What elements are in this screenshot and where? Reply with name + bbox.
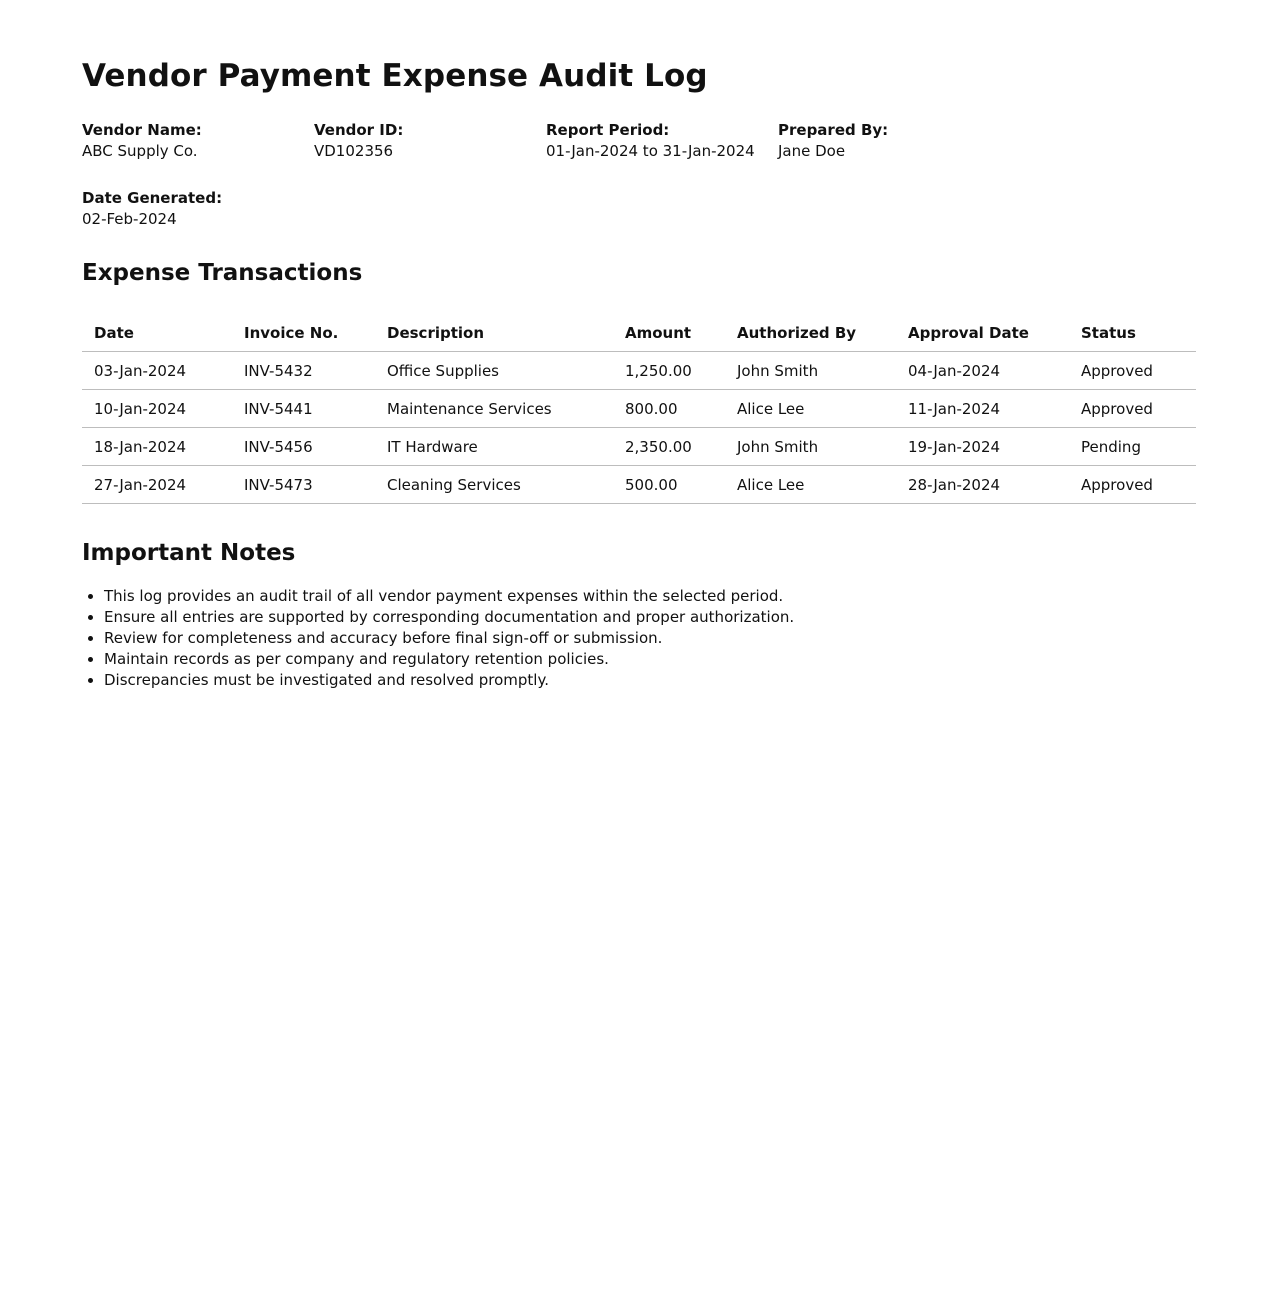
column-header-amount: Amount bbox=[613, 314, 725, 352]
meta-vendor-id bbox=[314, 120, 546, 162]
cell-amount: 500.00 bbox=[613, 466, 725, 504]
meta-report-period bbox=[546, 120, 778, 162]
list-item: • Review for completeness and accuracy before final sign-off or submission. bbox=[104, 628, 1196, 649]
cell-date: 03-Jan-2024 bbox=[82, 352, 232, 390]
list-item: • Ensure all entries are supported by corresponding documentation and proper authorization. bbox=[104, 607, 1196, 628]
meta-label: Vendor ID: bbox=[314, 121, 404, 139]
cell-approval-date: 19-Jan-2024 bbox=[896, 428, 1069, 466]
cell-description: Cleaning Services bbox=[375, 466, 613, 504]
meta-label: Prepared By: bbox=[778, 121, 889, 139]
list-item: • Discrepancies must be investigated and resolved promptly. bbox=[104, 670, 1196, 691]
cell-approval-date: 04-Jan-2024 bbox=[896, 352, 1069, 390]
table-row bbox=[82, 428, 1196, 466]
table-row bbox=[82, 352, 1196, 390]
cell-date: 27-Jan-2024 bbox=[82, 466, 232, 504]
cell-authorized-by: Alice Lee bbox=[725, 466, 896, 504]
cell-authorized-by: John Smith bbox=[725, 352, 896, 390]
transactions-table bbox=[82, 314, 1196, 504]
column-header-invoice: Invoice No. bbox=[232, 314, 375, 352]
list-item: • This log provides an audit trail of all vendor payment expenses within the selected period. bbox=[104, 586, 1196, 607]
meta-date-generated bbox=[82, 188, 314, 230]
cell-invoice: INV-5432 bbox=[232, 352, 375, 390]
list-item: • Maintain records as per company and regulatory retention policies. bbox=[104, 649, 1196, 670]
cell-date: 10-Jan-2024 bbox=[82, 390, 232, 428]
meta-label: Date Generated: bbox=[82, 189, 223, 207]
cell-status: Approved bbox=[1069, 466, 1196, 504]
meta-value: Jane Doe bbox=[778, 142, 846, 160]
table-header-row bbox=[82, 314, 1196, 352]
meta-prepared-by bbox=[778, 120, 1010, 162]
meta-value: ABC Supply Co. bbox=[82, 142, 198, 160]
cell-approval-date: 28-Jan-2024 bbox=[896, 466, 1069, 504]
cell-authorized-by: John Smith bbox=[725, 428, 896, 466]
cell-amount: 800.00 bbox=[613, 390, 725, 428]
cell-amount: 1,250.00 bbox=[613, 352, 725, 390]
meta-value: VD102356 bbox=[314, 142, 394, 160]
meta-vendor-name bbox=[82, 120, 314, 162]
cell-amount: 2,350.00 bbox=[613, 428, 725, 466]
cell-status: Approved bbox=[1069, 390, 1196, 428]
cell-description: Office Supplies bbox=[375, 352, 613, 390]
meta-label: Vendor Name: bbox=[82, 121, 202, 139]
cell-invoice: INV-5441 bbox=[232, 390, 375, 428]
meta-value: 01-Jan-2024 to 31-Jan-2024 bbox=[546, 142, 755, 160]
meta-value: 02-Feb-2024 bbox=[82, 210, 177, 228]
report-meta bbox=[82, 120, 1196, 230]
column-header-description: Description bbox=[375, 314, 613, 352]
meta-label: Report Period: bbox=[546, 121, 670, 139]
table-row bbox=[82, 466, 1196, 504]
column-header-date: Date bbox=[82, 314, 232, 352]
cell-invoice: INV-5473 bbox=[232, 466, 375, 504]
notes-list bbox=[82, 586, 1196, 691]
cell-status: Pending bbox=[1069, 428, 1196, 466]
transactions-heading: Expense Transactions bbox=[82, 260, 363, 286]
cell-invoice: INV-5456 bbox=[232, 428, 375, 466]
column-header-authorized-by: Authorized By bbox=[725, 314, 896, 352]
cell-description: Maintenance Services bbox=[375, 390, 613, 428]
cell-description: IT Hardware bbox=[375, 428, 613, 466]
page-title: Vendor Payment Expense Audit Log bbox=[82, 58, 708, 94]
cell-approval-date: 11-Jan-2024 bbox=[896, 390, 1069, 428]
column-header-status: Status bbox=[1069, 314, 1196, 352]
table-row bbox=[82, 390, 1196, 428]
cell-status: Approved bbox=[1069, 352, 1196, 390]
column-header-approval-date: Approval Date bbox=[896, 314, 1069, 352]
cell-authorized-by: Alice Lee bbox=[725, 390, 896, 428]
cell-date: 18-Jan-2024 bbox=[82, 428, 232, 466]
notes-heading: Important Notes bbox=[82, 540, 296, 566]
